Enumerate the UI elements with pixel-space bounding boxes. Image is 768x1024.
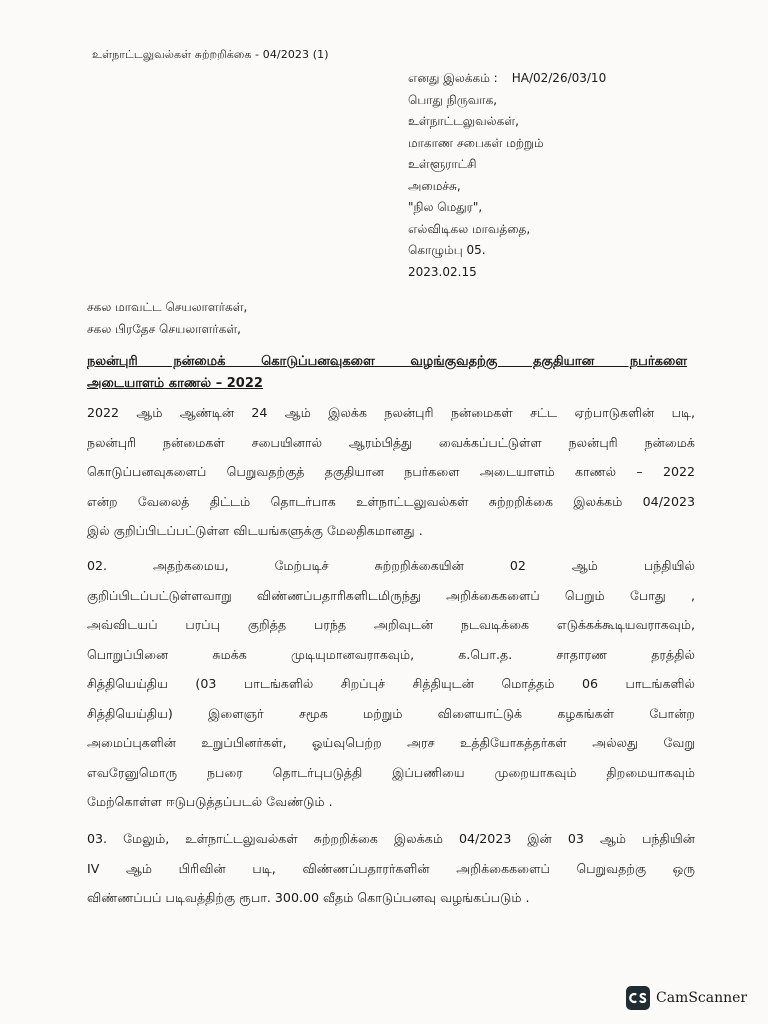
paragraph-1: [87, 398, 695, 546]
recipients-block: [87, 296, 247, 340]
paragraph-line: நலன்புரி நன்மைகள் சபையினால் ஆரம்பித்து வைக்கப்பட்டுள்ள நலன்புரி நன்மைக்: [87, 434, 695, 450]
subject-line: நலன்புரி நன்மைக் கொடுப்பனவுகளை வழங்குவதற்கு தகுதியான நபர்களை: [87, 354, 687, 369]
paragraph-line: IV ஆம் பிரிவின் படி, விண்ணப்பதாரர்களின் அறிக்கைகளைப் பெறுவதற்கு ஒரு: [87, 860, 695, 876]
paragraph-line: எவரேனுமொரு நபரை தொடர்புபடுத்தி இப்பணியை முறையாகவும் திறமையாகவும்: [87, 764, 695, 780]
address-line: மாகாண சபைகள் மற்றும்: [408, 135, 544, 150]
camscanner-logo-icon: [626, 986, 650, 1010]
paragraph-line: 03. மேலும், உள்நாட்டலுவல்கள் சுற்றறிக்கை இலக்கம் 04/2023 இன் 03 ஆம் பந்தியின்: [87, 831, 695, 846]
address-line: பொது நிருவாக,: [408, 92, 498, 107]
sender-address-block: [408, 68, 606, 283]
paragraph-line: விண்ணப்பப் படிவத்திற்கு ரூபா. 300.00 வீதம் கொடுப்பனவு வழங்கப்படும் .: [87, 890, 530, 905]
address-line: உள்ளூராட்சி: [408, 157, 477, 171]
camscanner-name: CamScanner: [656, 990, 748, 1006]
paragraph-line: சித்தியெய்திய (03 பாடங்களில் சிறப்புச் சித்தியுடன் மொத்தம் 06 பாடங்களில்: [87, 676, 695, 691]
address-line: "நில மெதுர",: [408, 200, 483, 214]
paragraph-line: மேற்கொள்ள ஈடுபடுத்தப்படல் வேண்டும் .: [87, 794, 333, 809]
recipient-line: சகல மாவட்ட செயலாளர்கள்,: [87, 300, 248, 314]
camscanner-logo-glyph: [628, 991, 648, 1005]
paragraph-line: என்ற வேலைத் திட்டம் தொடர்பாக உள்நாட்டலுவல்கள் சுற்றறிக்கை இலக்கம் 04/2023: [87, 493, 695, 509]
reference-number: HA/02/26/03/10: [511, 71, 607, 85]
reference-label: எனது இலக்கம் :: [408, 71, 498, 85]
camscanner-watermark: [626, 986, 747, 1010]
paragraph-3: [87, 824, 695, 913]
paragraph-line: அமைப்புகளின் உறுப்பினர்கள், ஓய்வுபெற்ற அரச உத்தியோகத்தர்கள் அல்லது வேறு: [87, 735, 695, 750]
address-line: அமைச்சு,: [408, 178, 461, 193]
address-line: எல்விடிகல மாவத்தை,: [408, 221, 531, 236]
paragraph-line: இல் குறிப்பிடப்பட்டுள்ள விடயங்களுக்கு மேலதிகமானது .: [87, 523, 423, 538]
recipient-line: சகல பிரதேச செயலாளர்கள்,: [87, 322, 241, 336]
paragraph-line: கொடுப்பனவுகளைப் பெறுவதற்குத் தகுதியான நபர்களை அடையாளம் காணல் – 2022: [87, 464, 695, 479]
address-line: கொழும்பு 05.: [408, 243, 486, 257]
reference-number-row: [408, 68, 606, 90]
paragraph-line: 2022 ஆம் ஆண்டின் 24 ஆம் இலக்க நலன்புரி நன்மைகள் சட்ட ஏற்பாடுகளின் படி,: [87, 405, 695, 420]
paragraph-line: பொறுப்பினை சுமக்க முடியுமானவராகவும், க.பொ.த. சாதாரண தரத்தில்: [87, 646, 695, 662]
letter-date: 2023.02.15: [408, 264, 477, 279]
paragraph-line: சித்தியெய்திய) இளைஞர் சமூக மற்றும் விளையாட்டுக் கழகங்கள் போன்ற: [87, 705, 695, 721]
paragraph-line: 02. அதற்கமைய, மேற்படிச் சுற்றறிக்கையின் 02 ஆம் பந்தியில்: [87, 558, 695, 573]
address-line: உள்நாட்டலுவல்கள்,: [408, 114, 519, 128]
paragraph-line: குறிப்பிடப்பட்டுள்ளவாறு விண்ணப்பதாரிகளிடமிருந்து அறிக்கைகளைப் பெறும் போது ,: [87, 587, 695, 603]
circular-reference: உள்நாட்டலுவல்கள் சுற்றறிக்கை - 04/2023 (1): [92, 48, 329, 61]
paragraph-line: அவ்விடயப் பரப்பு குறித்த பரந்த அறிவுடன் நடவடிக்கை எடுக்கக்கூடியவராகவும்,: [87, 617, 695, 632]
subject-line: அடையாளம் காணல் – 2022: [87, 376, 263, 391]
subject-heading: [87, 351, 687, 395]
paragraph-2: [87, 551, 695, 817]
